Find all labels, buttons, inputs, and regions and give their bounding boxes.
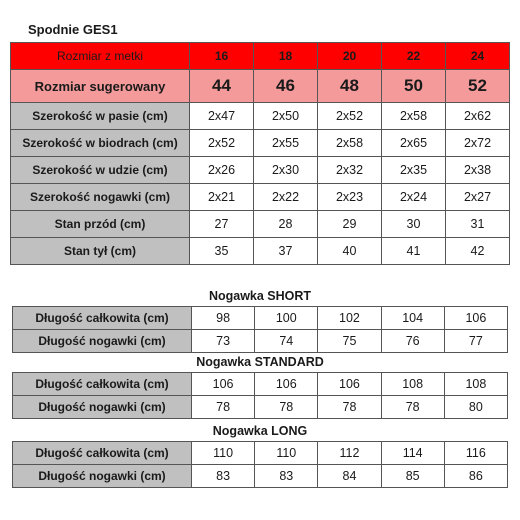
row-label: Długość całkowita (cm) <box>13 307 192 330</box>
row-label: Stan przód (cm) <box>11 211 190 238</box>
suggested-label: Rozmiar sugerowany <box>11 70 190 103</box>
suggested-cell: 46 <box>254 70 318 103</box>
table-cell: 2x50 <box>254 103 318 130</box>
table-row <box>13 465 508 488</box>
size-cell: 24 <box>446 43 510 70</box>
table-cell: 83 <box>192 465 255 488</box>
table-cell: 76 <box>381 330 444 353</box>
table-row <box>11 103 510 130</box>
table-row <box>11 238 510 265</box>
table-row <box>13 373 508 396</box>
row-label: Stan tył (cm) <box>11 238 190 265</box>
table-cell: 106 <box>192 373 255 396</box>
size-cell: 22 <box>382 43 446 70</box>
table-cell: 40 <box>318 238 382 265</box>
size-cell: 18 <box>254 43 318 70</box>
table-row <box>13 330 508 353</box>
row-label: Długość całkowita (cm) <box>13 442 192 465</box>
table-cell: 104 <box>381 307 444 330</box>
table-cell: 2x47 <box>190 103 254 130</box>
table-cell: 2x65 <box>382 130 446 157</box>
table-cell: 100 <box>255 307 318 330</box>
table-cell: 110 <box>255 442 318 465</box>
section-title-long: Nogawka LONG <box>212 424 308 438</box>
table-cell: 102 <box>318 307 381 330</box>
header-row <box>11 43 510 70</box>
table-cell: 98 <box>192 307 255 330</box>
table-cell: 77 <box>444 330 507 353</box>
table-row <box>11 184 510 211</box>
size-table <box>10 42 510 265</box>
table-row <box>11 130 510 157</box>
table-cell: 106 <box>318 373 381 396</box>
suggested-cell: 52 <box>446 70 510 103</box>
table-cell: 112 <box>318 442 381 465</box>
table-cell: 2x27 <box>446 184 510 211</box>
size-cell: 16 <box>190 43 254 70</box>
table-cell: 106 <box>444 307 507 330</box>
page-title: Spodnie GES1 <box>28 22 118 37</box>
table-cell: 2x24 <box>382 184 446 211</box>
table-cell: 28 <box>254 211 318 238</box>
table-cell: 114 <box>381 442 444 465</box>
table-cell: 30 <box>382 211 446 238</box>
table-cell: 85 <box>381 465 444 488</box>
table-cell: 86 <box>444 465 507 488</box>
table-cell: 2x55 <box>254 130 318 157</box>
table-cell: 80 <box>444 396 507 419</box>
table-cell: 2x62 <box>446 103 510 130</box>
table-cell: 108 <box>444 373 507 396</box>
row-label: Szerokość nogawki (cm) <box>11 184 190 211</box>
table-cell: 41 <box>382 238 446 265</box>
suggested-cell: 48 <box>318 70 382 103</box>
size-cell: 20 <box>318 43 382 70</box>
table-cell: 108 <box>381 373 444 396</box>
suggested-cell: 44 <box>190 70 254 103</box>
table-cell: 35 <box>190 238 254 265</box>
table-cell: 78 <box>192 396 255 419</box>
table-row <box>11 211 510 238</box>
table-cell: 2x52 <box>190 130 254 157</box>
table-row <box>13 307 508 330</box>
table-cell: 2x26 <box>190 157 254 184</box>
table-cell: 29 <box>318 211 382 238</box>
row-label: Szerokość w udzie (cm) <box>11 157 190 184</box>
table-cell: 31 <box>446 211 510 238</box>
suggested-row <box>11 70 510 103</box>
table-cell: 2x72 <box>446 130 510 157</box>
row-label: Szerokość w pasie (cm) <box>11 103 190 130</box>
table-cell: 75 <box>318 330 381 353</box>
table-cell: 42 <box>446 238 510 265</box>
table-cell: 116 <box>444 442 507 465</box>
row-label: Długość nogawki (cm) <box>13 396 192 419</box>
length-table-short <box>12 306 508 353</box>
table-cell: 2x21 <box>190 184 254 211</box>
table-cell: 73 <box>192 330 255 353</box>
table-cell: 2x58 <box>318 130 382 157</box>
row-label: Długość nogawki (cm) <box>13 330 192 353</box>
table-cell: 78 <box>318 396 381 419</box>
suggested-cell: 50 <box>382 70 446 103</box>
table-row <box>13 396 508 419</box>
table-cell: 78 <box>381 396 444 419</box>
length-table-long <box>12 441 508 488</box>
table-cell: 2x38 <box>446 157 510 184</box>
row-label: Długość nogawki (cm) <box>13 465 192 488</box>
length-table-standard <box>12 372 508 419</box>
section-title-standard: Nogawka STANDARD <box>196 355 324 369</box>
table-cell: 2x32 <box>318 157 382 184</box>
table-cell: 83 <box>255 465 318 488</box>
table-cell: 2x58 <box>382 103 446 130</box>
table-cell: 2x30 <box>254 157 318 184</box>
row-label: Szerokość w biodrach (cm) <box>11 130 190 157</box>
row-label: Długość całkowita (cm) <box>13 373 192 396</box>
table-cell: 110 <box>192 442 255 465</box>
header-label: Rozmiar z metki <box>11 43 190 70</box>
section-title-short: Nogawka SHORT <box>208 289 312 303</box>
table-cell: 37 <box>254 238 318 265</box>
table-cell: 84 <box>318 465 381 488</box>
table-cell: 2x22 <box>254 184 318 211</box>
table-cell: 2x52 <box>318 103 382 130</box>
table-cell: 74 <box>255 330 318 353</box>
table-cell: 2x23 <box>318 184 382 211</box>
table-cell: 2x35 <box>382 157 446 184</box>
table-cell: 27 <box>190 211 254 238</box>
table-cell: 78 <box>255 396 318 419</box>
table-row <box>13 442 508 465</box>
table-row <box>11 157 510 184</box>
table-cell: 106 <box>255 373 318 396</box>
